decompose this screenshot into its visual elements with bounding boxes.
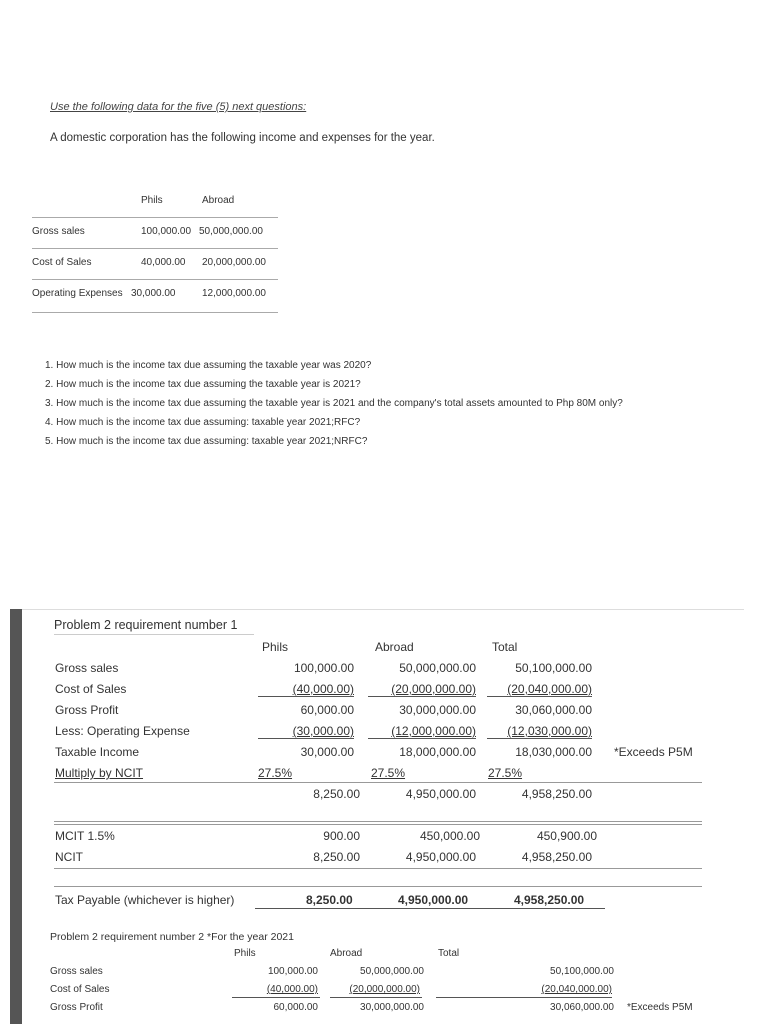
- list-item: 2. How much is the income tax due assuming the taxable year is 2021?: [45, 379, 361, 390]
- row-label: Gross Profit: [50, 1002, 103, 1013]
- cell-total: 18,030,000.00: [515, 745, 592, 759]
- underline: [255, 908, 605, 909]
- underline: [487, 696, 592, 697]
- cell-abroad: 50,000,000.00: [360, 966, 424, 977]
- cell-abroad: 4,950,000.00: [405, 787, 476, 801]
- cell-phils: 8,250.00: [313, 850, 360, 864]
- cell-total: 4,958,250.00: [521, 787, 592, 801]
- cell-total: 50,100,000.00: [550, 966, 614, 977]
- row-label: Gross sales: [50, 966, 103, 977]
- cell-abroad: 27.5%: [371, 766, 406, 780]
- underline: [487, 738, 592, 739]
- row-label: Gross sales: [32, 226, 85, 237]
- cell-total: (20,040,000.00): [541, 984, 612, 995]
- cell-phils: 100,000.00: [267, 966, 318, 977]
- row-label: Taxable Income: [55, 745, 140, 759]
- intro-heading: Use the following data for the five (5) next questions:: [50, 101, 307, 113]
- table-divider: [32, 312, 278, 313]
- cell-phils: (40,000.00): [292, 682, 354, 696]
- cell-abroad: (12,000,000.00): [391, 724, 476, 738]
- row-divider: [54, 782, 702, 783]
- exceeds-note: *Exceeds P5M: [627, 1002, 693, 1013]
- cell-phils: 100,000.00: [141, 226, 192, 237]
- cell-total: 50,100,000.00: [515, 661, 592, 675]
- underline: [368, 696, 476, 697]
- cell-phils: 900.00: [323, 829, 360, 843]
- row-divider: [54, 886, 702, 887]
- row-divider: [54, 821, 702, 822]
- row-divider: [54, 868, 702, 869]
- row-divider: [54, 824, 702, 825]
- problem2-title: Problem 2 requirement number 2 *For the year 2021: [50, 931, 294, 943]
- cell-total: 450,900.00: [536, 829, 597, 843]
- cell-phils: 60,000.00: [273, 1002, 318, 1013]
- cell-total: 30,060,000.00: [515, 703, 592, 717]
- cell-abroad: 50,000,000.00: [399, 661, 476, 675]
- row-label: Cost of Sales: [55, 682, 127, 696]
- row-label: MCIT 1.5%: [55, 829, 115, 843]
- title-divider: [54, 634, 254, 635]
- column-header-total: Total: [438, 948, 460, 959]
- cell-phils: 60,000.00: [300, 703, 354, 717]
- cell-phils: (30,000.00): [292, 724, 354, 738]
- cell-abroad: 18,000,000.00: [399, 745, 476, 759]
- cell-total: 30,060,000.00: [550, 1002, 614, 1013]
- cell-abroad: 50,000,000.00: [199, 226, 263, 237]
- underline: [232, 997, 320, 998]
- cell-abroad: 4,950,000.00: [405, 850, 476, 864]
- panel-top-border: [10, 609, 744, 610]
- cell-phils: 40,000.00: [141, 257, 186, 268]
- cell-phils: (40,000.00): [266, 984, 318, 995]
- column-header-total: Total: [492, 640, 518, 654]
- cell-abroad: 12,000,000.00: [202, 288, 266, 299]
- row-label: NCIT: [55, 850, 83, 864]
- table-divider: [32, 279, 278, 280]
- row-label: Multiply by NCIT: [55, 766, 144, 780]
- problem1-title: Problem 2 requirement number 1: [54, 618, 238, 632]
- cell-abroad: 450,000.00: [419, 829, 480, 843]
- panel-left-bar: [10, 609, 22, 1024]
- cell-abroad: 30,000,000.00: [399, 703, 476, 717]
- table-divider: [32, 248, 278, 249]
- cell-phils: 27.5%: [258, 766, 293, 780]
- cell-abroad: 30,000,000.00: [360, 1002, 424, 1013]
- cell-total: (12,030,000.00): [507, 724, 592, 738]
- cell-total: (20,040,000.00): [507, 682, 592, 696]
- column-header-phils: Phils: [262, 640, 289, 654]
- row-label: Cost of Sales: [50, 984, 110, 995]
- underline: [258, 696, 354, 697]
- intro-text: A domestic corporation has the following income and expenses for the year.: [50, 132, 435, 144]
- cell-total: 4,958,250.00: [514, 893, 585, 907]
- underline: [368, 738, 476, 739]
- column-header-abroad: Abroad: [375, 640, 414, 654]
- row-label: Cost of Sales: [32, 257, 92, 268]
- row-label: Tax Payable (whichever is higher): [55, 893, 235, 907]
- cell-total: 27.5%: [488, 766, 523, 780]
- list-item: 3. How much is the income tax due assuming the taxable year is 2021 and the company's total assets amounted to Php 80M only?: [45, 398, 623, 409]
- column-header-phils: Phils: [141, 195, 163, 206]
- row-label: Gross Profit: [55, 703, 119, 717]
- cell-phils: 100,000.00: [293, 661, 354, 675]
- cell-abroad: 4,950,000.00: [398, 893, 469, 907]
- cell-abroad: (20,000,000.00): [349, 984, 420, 995]
- cell-phils: 8,250.00: [313, 787, 360, 801]
- column-header-abroad: Abroad: [202, 195, 235, 206]
- underline: [436, 997, 612, 998]
- cell-phils: 30,000.00: [300, 745, 354, 759]
- cell-total: 4,958,250.00: [521, 850, 592, 864]
- list-item: 4. How much is the income tax due assuming: taxable year 2021;RFC?: [45, 417, 361, 428]
- column-header-abroad: Abroad: [330, 948, 363, 959]
- underline: [258, 738, 354, 739]
- cell-phils: 8,250.00: [306, 893, 353, 907]
- row-label: Gross sales: [55, 661, 119, 675]
- exceeds-note: *Exceeds P5M: [614, 745, 693, 759]
- row-label: Less: Operating Expense: [55, 724, 190, 738]
- cell-abroad: 20,000,000.00: [202, 257, 266, 268]
- cell-abroad: (20,000,000.00): [391, 682, 476, 696]
- underline: [330, 997, 422, 998]
- table-divider: [32, 217, 278, 218]
- list-item: 1. How much is the income tax due assuming the taxable year was 2020?: [45, 360, 372, 371]
- column-header-phils: Phils: [234, 948, 256, 959]
- row-label: Operating Expenses: [32, 288, 123, 299]
- list-item: 5. How much is the income tax due assuming: taxable year 2021;NRFC?: [45, 436, 368, 447]
- cell-phils: 30,000.00: [131, 288, 176, 299]
